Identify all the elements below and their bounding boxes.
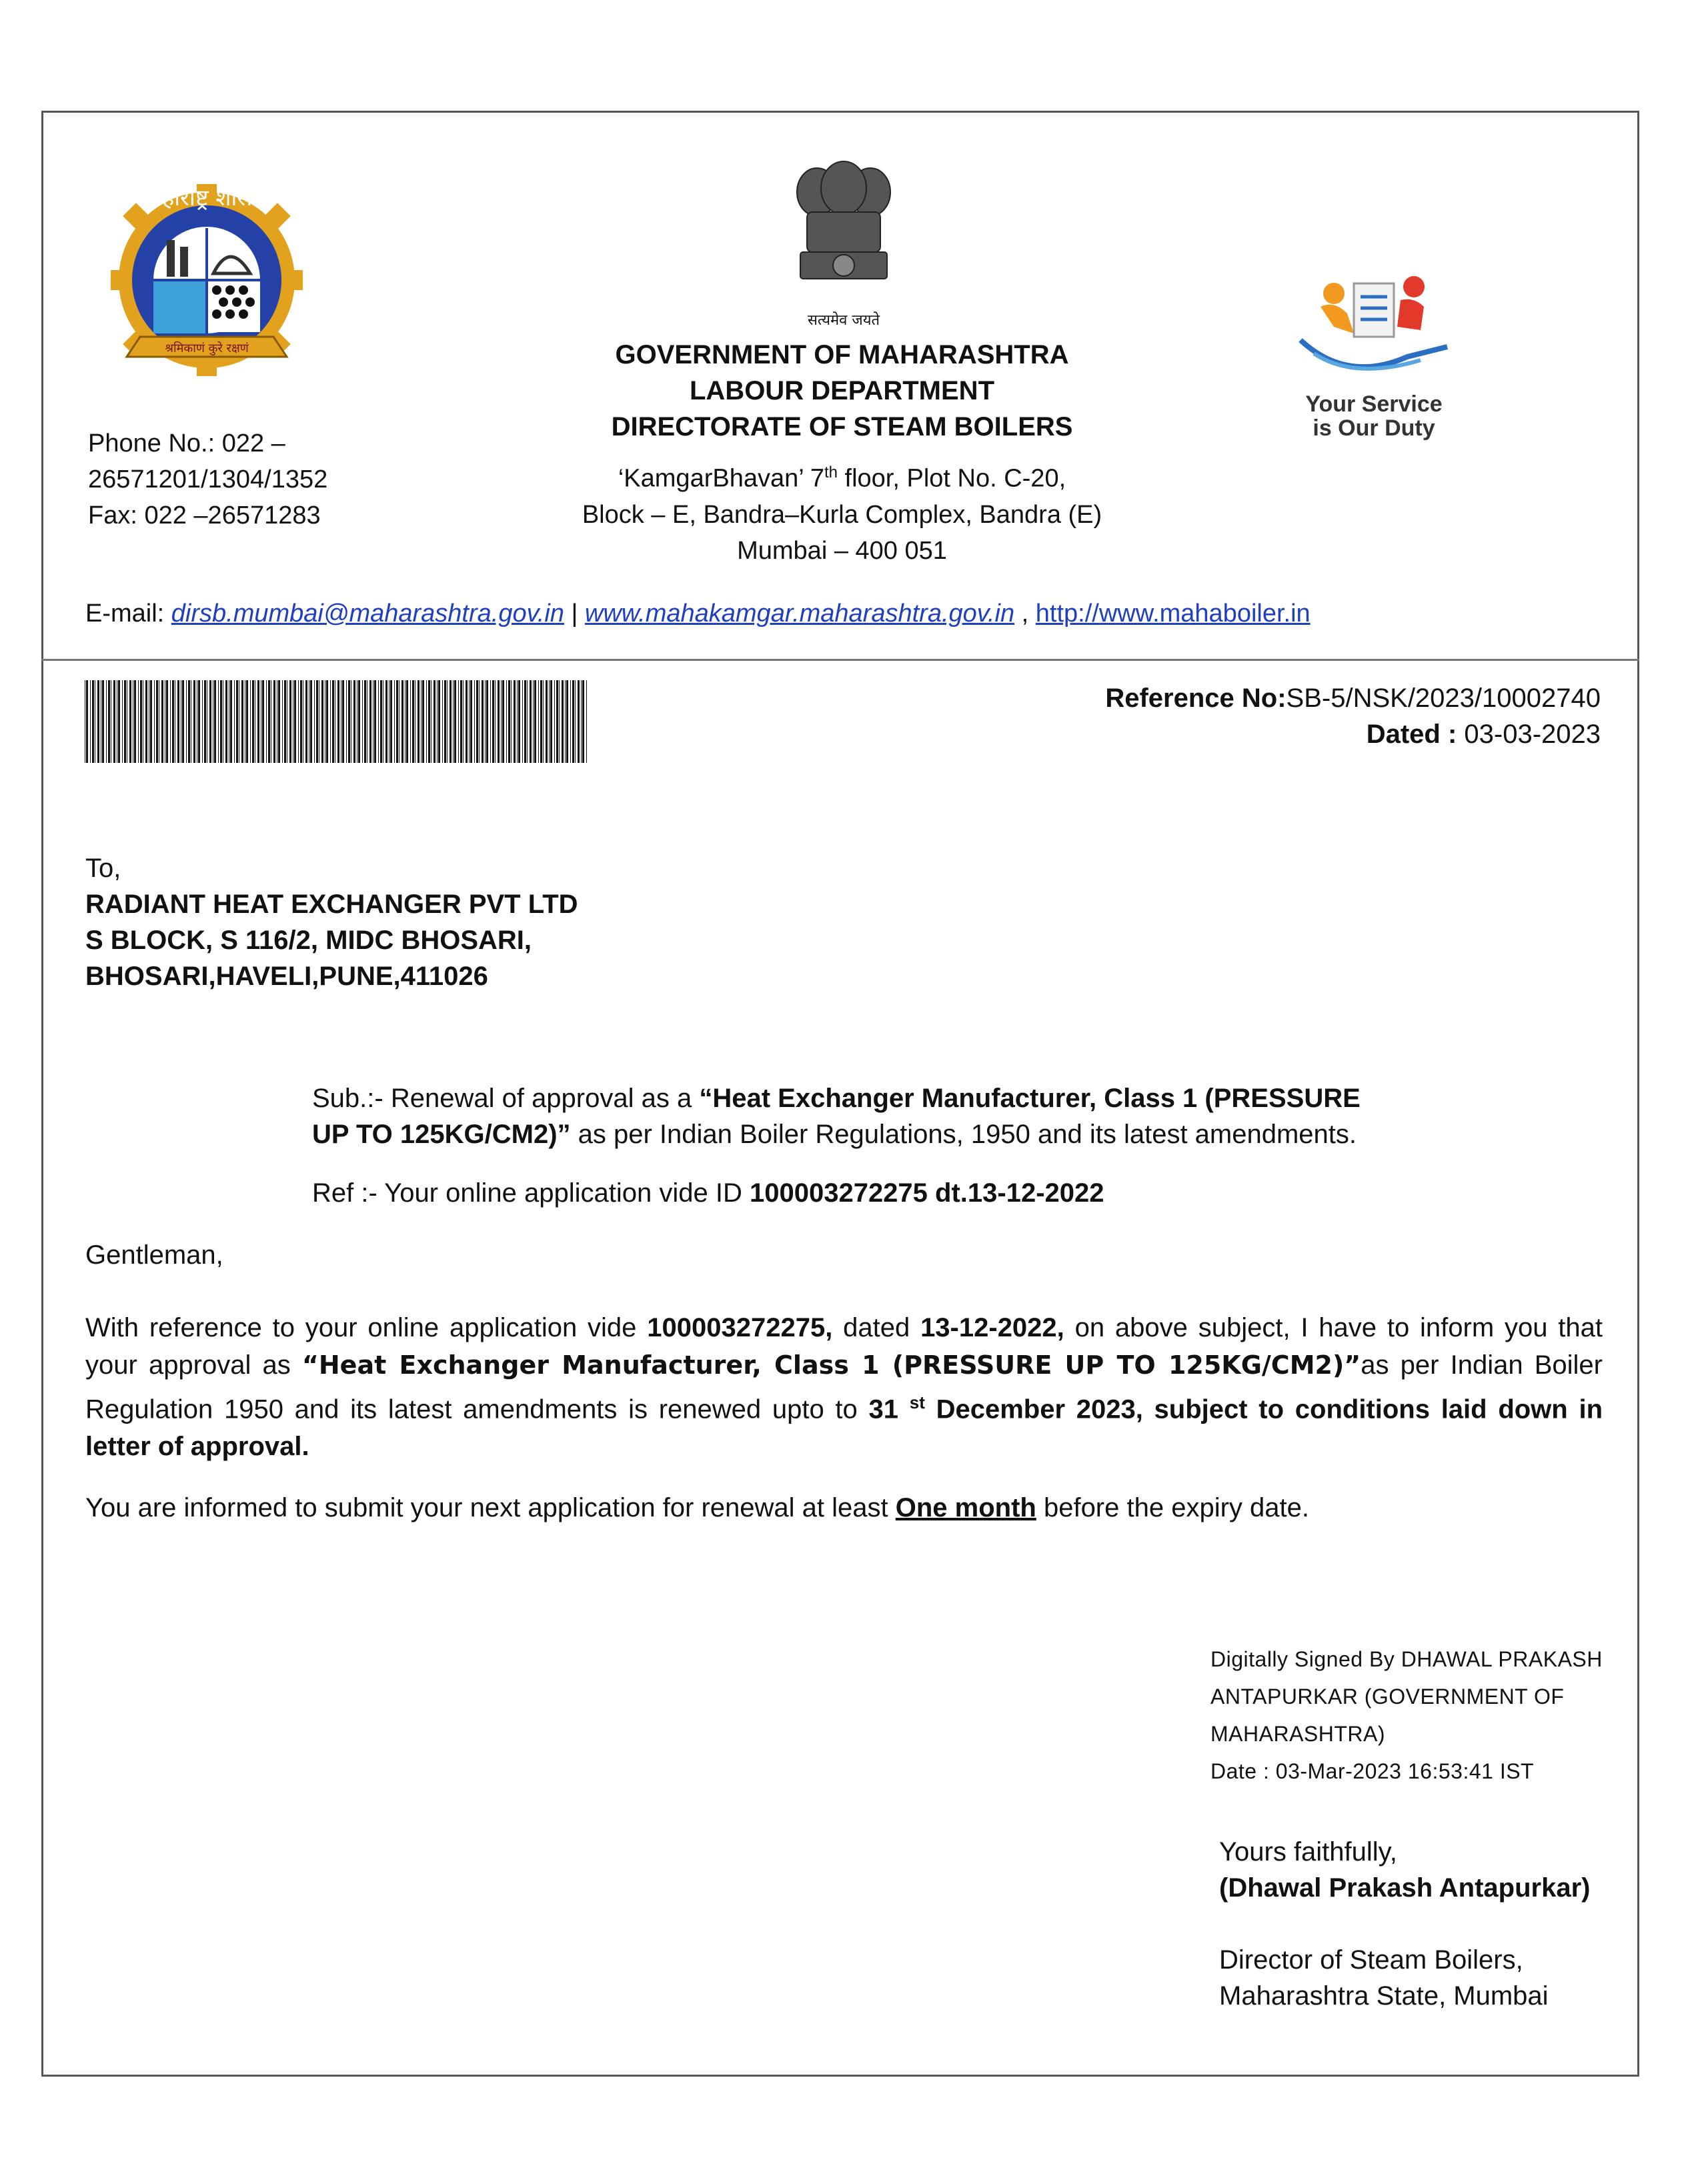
barcode-bar [369,680,371,763]
title-government: GOVERNMENT OF MAHARASHTRA [615,340,1069,369]
barcode-bar [118,680,120,763]
barcode-bar [578,680,580,763]
website-link-mahakamgar[interactable]: www.mahakamgar.maharashtra.gov.in [584,600,1015,628]
barcode-bar [501,680,502,763]
barcode-bar [546,680,548,763]
barcode-bar [298,680,299,763]
barcode-bar [556,680,558,763]
barcode-bar [374,680,376,763]
barcode-bar [495,680,496,763]
ashoka-emblem-icon [787,159,900,312]
website-link-mahaboiler[interactable]: http://www.mahaboiler.in [1035,600,1311,628]
separator: , [1014,600,1036,628]
barcode-bar [300,680,302,763]
reference-date: Dated : 03-03-2023 [1366,720,1601,749]
barcode-bar [522,680,523,763]
barcode-bar [534,680,536,763]
barcode-bar [353,680,355,763]
barcode-bar [572,680,574,763]
title-directorate: DIRECTORATE OF STEAM BOILERS [611,412,1073,441]
barcode-bar [241,680,243,763]
recipient-to: To, [85,854,121,883]
barcode-bar [92,680,94,763]
body-paragraph-1: With reference to your online application vide 100003272275, dated 13-12-2022, on above subject, I have to inform you that your approval as “Heat Exchanger Manufacturer, Class 1 (PRESSURE UP TO 125KG/CM2)”as per Indian Boiler Regulation 1950 and its latest amendments is renewed upto to 31 $^{st}$ December 2023, subject to conditions laid down in letter of approval. [85,1313,1603,1462]
office-address [467,455,1217,569]
barcode-bar [161,680,163,763]
barcode-bar [246,680,248,763]
barcode-bar [562,680,564,763]
barcode-bar [156,680,158,763]
reference-application: Ref :- Your online application vide ID 100003272275 dt.13-12-2022 [312,1178,1104,1208]
barcode-bar [294,680,296,763]
recipient-address-1: S BLOCK, S 116/2, MIDC BHOSARI, [85,926,532,955]
barcode-bar [218,680,219,763]
barcode-bar [540,680,542,763]
barcode-bar [514,680,516,763]
barcode-bar [337,680,339,763]
barcode-bar [266,680,267,763]
emblem-motto: सत्यमेव जयते [807,312,880,329]
signatory-name: (Dhawal Prakash Antapurkar) [1219,1873,1591,1903]
barcode-bar [234,680,235,763]
closing-text: Yours faithfully, [1219,1837,1397,1867]
barcode-bar [113,680,115,763]
barcode-bar [330,680,331,763]
barcode-bar [559,680,560,763]
barcode-bar [250,680,251,763]
barcode-bar [204,680,206,763]
barcode-bar [434,680,436,763]
barcode-bar [390,680,392,763]
header-divider [41,659,1639,661]
barcode-bar [437,680,438,763]
caption-line-1: Your Service [1305,391,1443,417]
barcode-bar [406,680,408,763]
svg-text:श्रमिकाणं कुरे रक्षणं: श्रमिकाणं कुरे रक्षणं [165,341,249,355]
barcode-bar [214,680,216,763]
barcode-bar [550,680,552,763]
barcode-bar [586,680,587,763]
address-line-2: Block – E, Bandra–Kurla Complex, Bandra (E) [582,500,1102,529]
barcode-bar [506,680,507,763]
recipient-address-2: BHOSARI,HAVELI,PUNE,411026 [85,962,488,991]
barcode-bar [177,680,179,763]
barcode-bar [442,680,443,763]
barcode-bar [170,680,171,763]
barcode-bar [581,680,582,763]
barcode-bar [438,680,440,763]
barcode-bar [346,680,347,763]
barcode-bar [257,680,259,763]
barcode-bar [422,680,424,763]
svg-text:महाराष्ट्र शासन: महाराष्ट्र शासन [148,185,265,211]
barcode-bar [466,680,468,763]
digital-signature-date: Date : 03-Mar-2023 16:53:41 IST [1210,1759,1535,1783]
barcode-bar [463,680,464,763]
barcode-bar [108,680,110,763]
body-paragraph-2: You are informed to submit your next application for renewal at least One month before the expiry date. [85,1493,1309,1522]
barcode-bar [502,680,504,763]
barcode-bar [316,680,318,763]
barcode-bar [508,680,510,763]
email-label: E-mail: [85,600,171,628]
barcode-bar [485,680,486,763]
separator: | [564,600,585,628]
barcode-bar [524,680,526,763]
barcode-bar [332,680,334,763]
barcode-bar [364,680,366,763]
barcode-bar [492,680,494,763]
barcode-bar [470,680,472,763]
barcode-bar [321,680,323,763]
barcode-bar [417,680,419,763]
barcode-bar [511,680,512,763]
barcode-bar [186,680,187,763]
barcode-bar [262,680,264,763]
boilers-directorate-logo [87,180,327,380]
barcode-bar [549,680,550,763]
barcode-bar [102,680,104,763]
barcode-bar [268,680,270,763]
barcode-bar [236,680,238,763]
barcode-bar [97,680,99,763]
barcode-bar [517,680,518,763]
barcode-bar [570,680,571,763]
address-line-3: Mumbai – 400 051 [737,536,947,565]
barcode-bar [305,680,307,763]
barcode-bar [543,680,544,763]
barcode-bar [209,680,211,763]
subject-line-2: UP TO 125KG/CM2)” as per Indian Boiler Regulations, 1950 and its latest amendments. [312,1120,1357,1149]
address-line-1: ‘KamgarBhavan’ 7th floor, Plot No. C-20, [618,463,1066,493]
barcode-bar [498,680,500,763]
barcode-bar [150,680,152,763]
barcode-bar [410,680,411,763]
barcode-bar [154,680,155,763]
barcode-bar [482,680,484,763]
barcode-bar [225,680,227,763]
barcode-bar [138,680,139,763]
caption-line-2: is Our Duty [1313,415,1435,441]
barcode-bar [527,680,528,763]
email-link[interactable]: dirsb.mumbai@maharashtra.gov.in [171,600,564,628]
barcode-bar [252,680,254,763]
barcode-bar [458,680,459,763]
barcode-bar [575,680,576,763]
fax-line: Fax: 022 –26571283 [88,501,321,529]
barcode-bar [421,680,422,763]
signatory-title-line-1: Director of Steam Boilers, [1219,1945,1523,1975]
barcode-bar [230,680,232,763]
barcode-bar [385,680,387,763]
barcode-bar [426,680,427,763]
barcode-bar [198,680,200,763]
signatory-title-line-2: Maharashtra State, Mumbai [1219,1981,1549,2011]
barcode-bar [90,680,91,763]
barcode-bar [518,680,520,763]
barcode-bar [412,680,414,763]
barcode-bar [378,680,379,763]
barcode-bar [474,680,475,763]
barcode-bar [145,680,147,763]
title-labour-department: LABOUR DEPARTMENT [689,376,994,405]
barcode-bar [565,680,566,763]
barcode-bar [314,680,315,763]
closing-block [1219,1834,1633,1906]
barcode-bar [396,680,398,763]
recipient-name: RADIANT HEAT EXCHANGER PVT LTD [85,890,578,919]
barcode-bar [326,680,328,763]
barcode-bar [469,680,470,763]
barcode-bar [358,680,360,763]
barcode-bar [182,680,184,763]
barcode-bar [188,680,190,763]
phone-line-2: 26571201/1304/1352 [88,465,328,493]
subject-block [312,1080,1406,1152]
barcode-bar [431,680,432,763]
recipient-block [85,850,886,994]
barcode-bar [220,680,222,763]
barcode-bar [273,680,275,763]
your-service-caption [1281,392,1467,440]
barcode-bar [193,680,195,763]
digital-signature-line-3: MAHARASHTRA) [1210,1722,1386,1746]
your-service-logo [1287,267,1461,387]
email-web-line [85,596,1606,632]
barcode-bar [479,680,480,763]
contact-numbers [88,425,435,533]
barcode-bar [533,680,534,763]
barcode-bar [530,680,532,763]
barcode-bar [394,680,395,763]
barcode-bar [284,680,286,763]
barcode-bar [428,680,430,763]
barcode-bar [447,680,448,763]
barcode-bar [310,680,312,763]
barcode-bar [342,680,344,763]
barcode-bar [282,680,283,763]
barcode-bar [86,680,88,763]
digital-signature-line-2: ANTAPURKAR (GOVERNMENT OF [1210,1685,1565,1709]
phone-line-1: Phone No.: 022 – [88,429,285,457]
reference-number: Reference No:SB-5/NSK/2023/10002740 [1105,684,1601,713]
salutation: Gentleman, [85,1240,223,1270]
barcode-bar [129,680,131,763]
barcode-bar [380,680,382,763]
barcode-bar [582,680,584,763]
barcode-bar [106,680,107,763]
barcode-bar [538,680,539,763]
digital-signature [1210,1641,1637,1790]
barcode-bar [554,680,555,763]
barcode-bar [460,680,462,763]
barcode-bar [362,680,363,763]
barcode-bar [124,680,126,763]
reference-block [934,680,1601,752]
barcode-bar [278,680,280,763]
barcode-bar [289,680,291,763]
barcode-bar [122,680,123,763]
barcode-bar [454,680,456,763]
barcode-bar [486,680,488,763]
barcode-bar [566,680,568,763]
barcode-bar [476,680,478,763]
barcode-bar [490,680,491,763]
subject-line-1: Sub.:- Renewal of approval as a “Heat Exchanger Manufacturer, Class 1 (PRESSURE [312,1084,1361,1113]
barcode-bar [134,680,136,763]
signatory-title [1219,1942,1633,2014]
barcode-bar [401,680,403,763]
barcode-bar [348,680,350,763]
barcode-bar [172,680,174,763]
barcode-bar [140,680,142,763]
barcode-bar [166,680,168,763]
barcode-bar [444,680,446,763]
digital-signature-line-1: Digitally Signed By DHAWAL PRAKASH [1210,1647,1603,1671]
barcode-bar [450,680,452,763]
barcode-bar [202,680,203,763]
barcode-bar [453,680,454,763]
department-title [467,337,1217,445]
barcode [83,680,590,763]
